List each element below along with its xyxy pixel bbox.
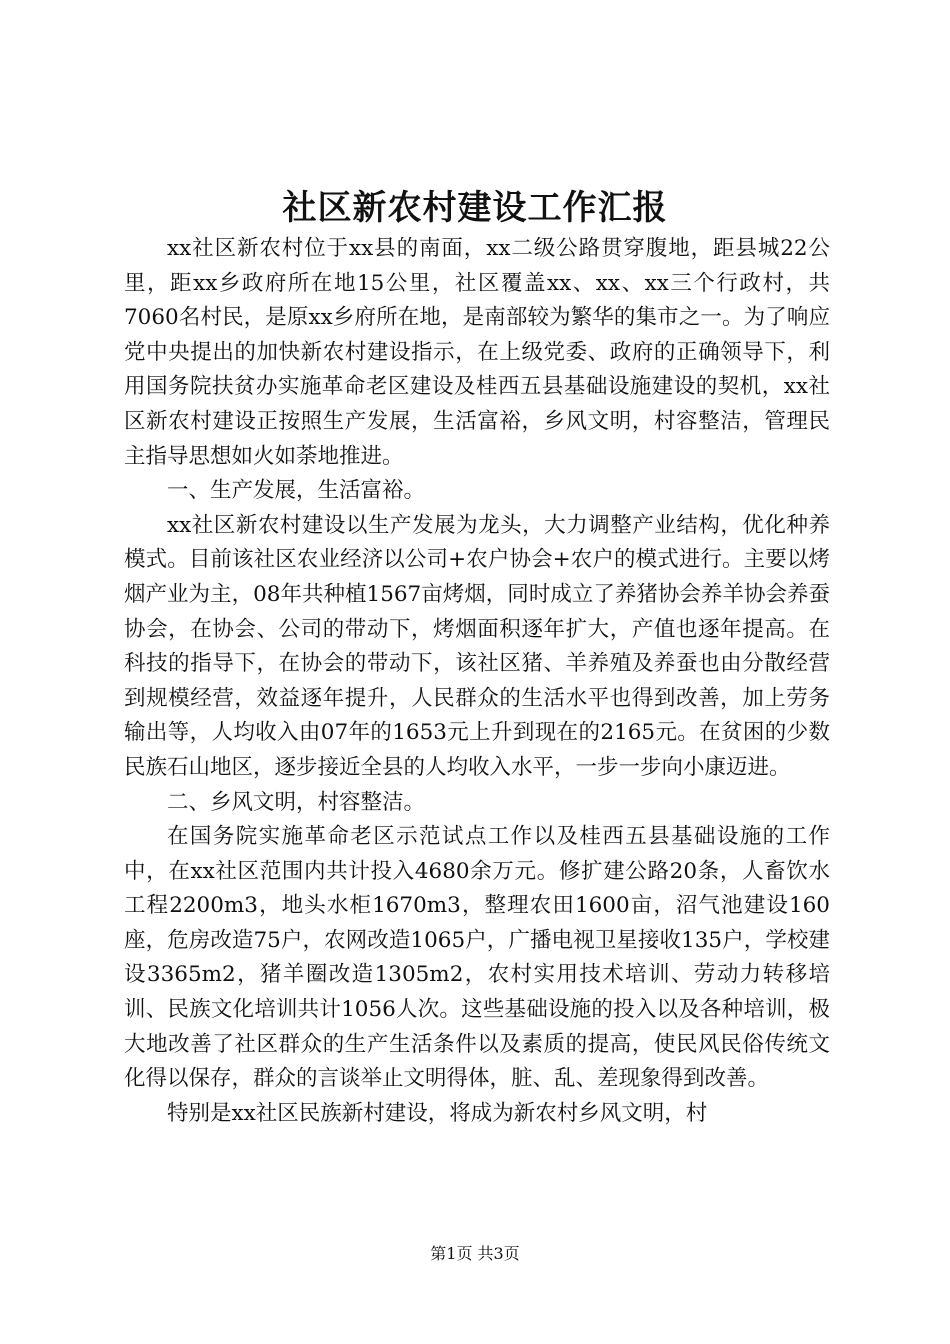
section-heading-civility: 二、乡风文明，村容整洁。 [167, 789, 426, 815]
section-heading-production: 一、生产发展，生活富裕。 [167, 478, 426, 504]
document-title: 社区新农村建设工作汇报 [282, 188, 668, 228]
paragraph-production: xx社区新农村建设以生产发展为龙头，大力调整产业结构，优化种养模式。目前该社区农业经济以公司+农户协会+农户的模式进行。主要以烤烟产业为主，08年共种植1567亩烤烟，同时成立了养猪协会养羊协会养蚕协会，在协会、公司的带动下，烤烟面积逐年扩大，产值也逐年提高。在科技的指导下，在协会的带动下，该社区猪、羊养殖及养蚕也由分散经营到规模经营，效益逐年提升，人民群众的生活水平也得到改善，加上劳务输出等，人均收入由07年的1653元上升到现在的2165元。在贫困的少数民族石山地区，逐步接近全县的人均收入水平，一步一步向小康迈进。 [124, 512, 830, 780]
paragraph-civility: 在国务院实施革命老区示范试点工作以及桂西五县基础设施的工作中，在xx社区范围内共计投入4680余万元。修扩建公路20条，人畜饮水工程2200m3，地头水柜1670m3，整理农田1600亩，沼气池建设160座，危房改造75户，农网改造1065户，广播电视卫星接收135户，学校建设3365m2，猪羊圈改造1305m2，农村实用技术培训、劳动力转移培训、民族文化培训共计1056人次。这些基础设施的投入以及各种培训，极大地改善了社区群众的生产生活条件以及素质的提高，使民风民俗传统文化得以保存，群众的言谈举止文明得体，脏、乱、差现象得到改善。 [124, 824, 830, 1092]
paragraph-ethnic-village: 特别是xx社区民族新村建设，将成为新农村乡风文明，村 [167, 1100, 708, 1126]
paragraph-intro: xx社区新农村位于xx县的南面，xx二级公路贯穿腹地，距县城22公里，距xx乡政府所在地15公里，社区覆盖xx、xx、xx三个行政村，共7060名村民，是原xx乡府所在地，是南部较为繁华的集市之一。为了响应党中央提出的加快新农村建设指示，在上级党委、政府的正确领导下，利用国务院扶贫办实施革命老区建设及桂西五县基础设施建设的契机，xx社区新农村建设正按照生产发展，生活富裕，乡风文明，村容整洁，管理民主指导思想如火如荼地推进。 [124, 236, 830, 469]
page-number: 第1页 共3页 [430, 1244, 520, 1263]
document-body [124, 232, 830, 1131]
